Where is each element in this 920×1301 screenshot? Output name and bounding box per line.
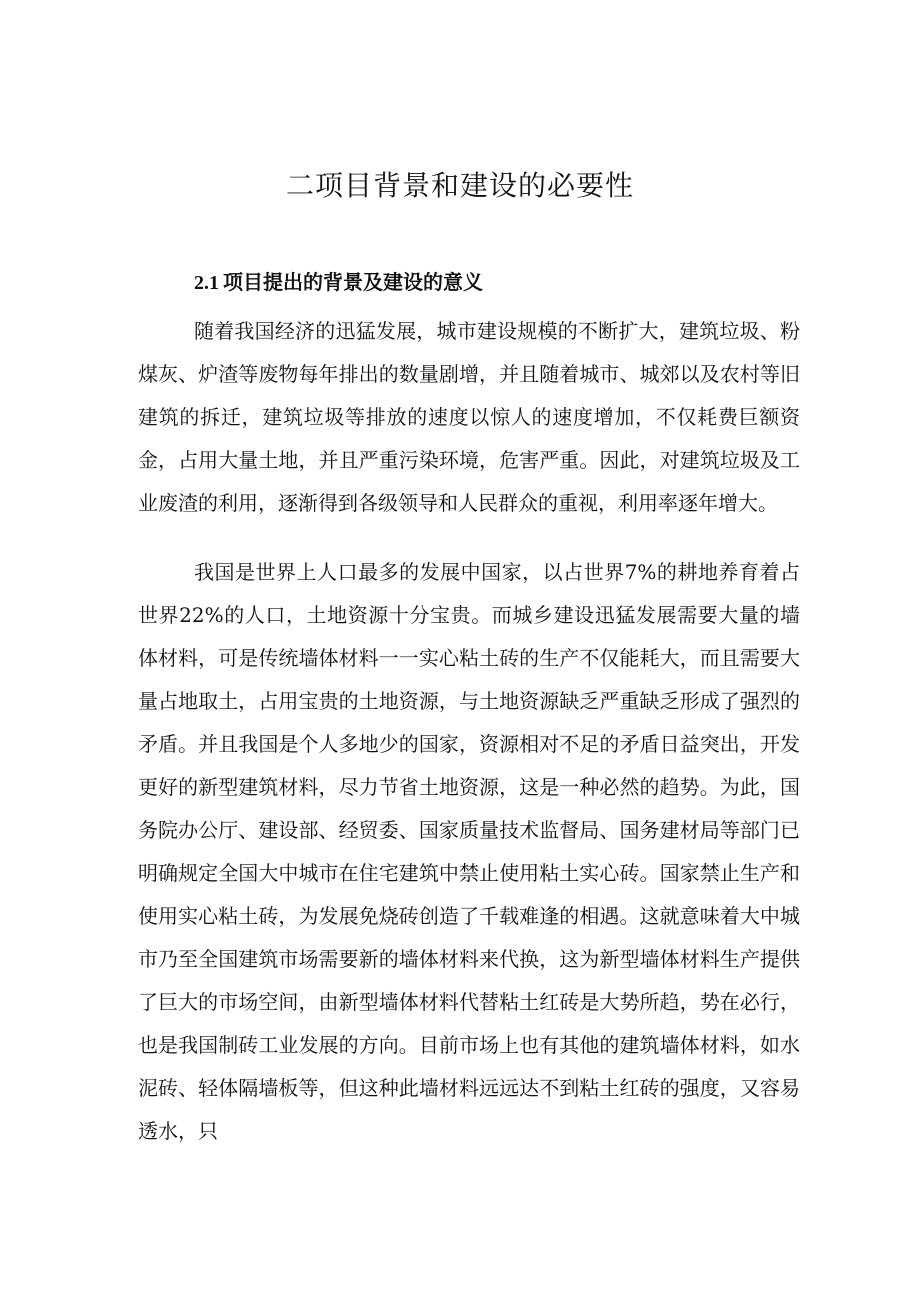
section-heading [194,266,483,299]
section-number: 2.1 [194,272,219,294]
paragraph-2: 我国是世界上人口最多的发展中国家，以占世界7%的耕地养育着占世界22%的人口，土地资源十分宝贵。而城乡建设迅猛发展需要大量的墙体材料，可是传统墙体材料一一实心粘土砖的生产不仅能耗大，而且需要大量占地取土，占用宝贵的土地资源，与土地资源缺乏严重缺乏形成了强烈的矛盾。并且我国是个人多地少的国家，资源相对不足的矛盾日益突出，开发更好的新型建筑材料，尽力节省土地资源，这是一种必然的趋势。为此，国务院办公厅、建设部、经贸委、国家质量技术监督局、国务建材局等部门已明确规定全国大中城市在住宅建筑中禁止使用粘土实心砖。国家禁止生产和使用实心粘土砖，为发展免烧砖创造了千载难逢的相遇。这就意味着大中城市乃至全国建筑市场需要新的墙体材料来代换，这为新型墙体材料生产提供了巨大的市场空间，由新型墙体材料代替粘土红砖是大势所趋，势在必行，也是我国制砖工业发展的方向。目前市场上也有其他的建筑墙体材料，如水泥砖、轻体隔墙板等，但这种此墙材料远远达不到粘土红砖的强度，又容易透水，只 [138,560,800,1143]
section-heading-text: 项目提出的背景及建设的意义 [223,270,483,294]
page-title: 二项目背景和建设的必要性 [285,169,634,202]
paragraph-1: 随着我国经济的迅猛发展，城市建设规模的不断扩大，建筑垃圾、粉煤灰、炉渣等废物每年排出的数量剧增，并且随着城市、城郊以及农村等旧建筑的拆迁，建筑垃圾等排放的速度以惊人的速度增加，不仅耗费巨额资金，占用大量土地，并且严重污染环境，危害严重。因此，对建筑垃圾及工业废渣的利用，逐渐得到各级领导和人民群众的重视，利用率逐年增大。 [138,319,800,515]
